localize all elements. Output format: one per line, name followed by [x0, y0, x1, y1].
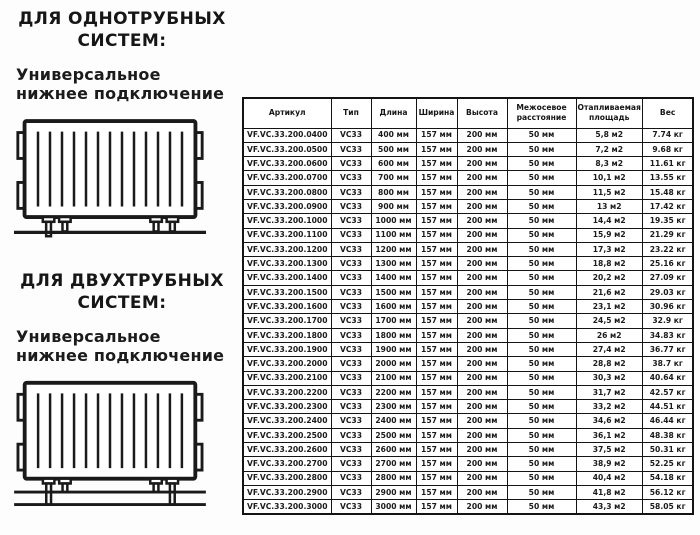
table-cell: 157 мм: [416, 500, 457, 514]
table-cell: 157 мм: [416, 171, 457, 185]
table-cell: 31,7 м2: [576, 385, 642, 399]
table-cell: 17.42 кг: [642, 199, 693, 213]
table-cell: VF.VC.33.200.1500: [243, 285, 331, 299]
table-cell: 7,2 м2: [576, 142, 642, 156]
table-row: [243, 314, 693, 328]
table-cell: 200 мм: [457, 471, 507, 485]
table-row: [243, 214, 693, 228]
table-cell: 8,3 м2: [576, 157, 642, 171]
table-cell: 157 мм: [416, 128, 457, 142]
table-cell: VC33: [331, 342, 371, 356]
table-row: [243, 171, 693, 185]
table-cell: 23.22 кг: [642, 242, 693, 256]
table-cell: 50 мм: [507, 485, 576, 499]
table-cell: 50 мм: [507, 371, 576, 385]
table-cell: VF.VC.33.200.3000: [243, 500, 331, 514]
table-cell: 400 мм: [371, 128, 416, 142]
table-cell: 37,5 м2: [576, 443, 642, 457]
table-cell: 157 мм: [416, 300, 457, 314]
subtitle-line-1: Универсальное: [16, 326, 161, 346]
table-cell: 157 мм: [416, 385, 457, 399]
table-cell: 27,4 м2: [576, 342, 642, 356]
table-cell: 200 мм: [457, 199, 507, 213]
table-cell: 157 мм: [416, 400, 457, 414]
table-header-row: [243, 98, 693, 128]
table-cell: 200 мм: [457, 285, 507, 299]
single-pipe-subtitle: [16, 65, 232, 104]
table-cell: 50 мм: [507, 128, 576, 142]
table-row: [243, 500, 693, 514]
table-cell: 50 мм: [507, 199, 576, 213]
two-pipe-title: [12, 270, 232, 315]
table-cell: 50 мм: [507, 414, 576, 428]
table-cell: VC33: [331, 357, 371, 371]
table-cell: VC33: [331, 443, 371, 457]
table-cell: 50 мм: [507, 357, 576, 371]
table-cell: 200 мм: [457, 457, 507, 471]
radiator-two-pipe-diagram: [14, 379, 206, 518]
table-cell: 2000 мм: [371, 357, 416, 371]
table-cell: 24,5 м2: [576, 314, 642, 328]
table-cell: 30.96 кг: [642, 300, 693, 314]
table-cell: 200 мм: [457, 357, 507, 371]
column-header: Отапливаемая площадь: [576, 98, 642, 128]
table-cell: 157 мм: [416, 271, 457, 285]
table-cell: 200 мм: [457, 400, 507, 414]
table-cell: 10,1 м2: [576, 171, 642, 185]
table-cell: 48.38 кг: [642, 428, 693, 442]
table-cell: 25.16 кг: [642, 257, 693, 271]
table-cell: 200 мм: [457, 485, 507, 499]
table-cell: VF.VC.33.200.1900: [243, 342, 331, 356]
table-cell: 26 м2: [576, 328, 642, 342]
table-cell: VC33: [331, 400, 371, 414]
table-cell: 157 мм: [416, 228, 457, 242]
table-cell: 2200 мм: [371, 385, 416, 399]
table-cell: 200 мм: [457, 328, 507, 342]
table-cell: 200 мм: [457, 228, 507, 242]
table-cell: 1500 мм: [371, 285, 416, 299]
table-cell: 2800 мм: [371, 471, 416, 485]
table-cell: 157 мм: [416, 357, 457, 371]
table-row: [243, 428, 693, 442]
table-cell: 200 мм: [457, 214, 507, 228]
table-cell: 32.9 кг: [642, 314, 693, 328]
table-cell: 50 мм: [507, 471, 576, 485]
table-cell: 157 мм: [416, 214, 457, 228]
table-cell: 58.05 кг: [642, 500, 693, 514]
table-row: [243, 285, 693, 299]
table-cell: VC33: [331, 471, 371, 485]
table-cell: 36.77 кг: [642, 342, 693, 356]
table-cell: 18,8 м2: [576, 257, 642, 271]
table-cell: 52.25 кг: [642, 457, 693, 471]
table-cell: VC33: [331, 328, 371, 342]
table-cell: VC33: [331, 157, 371, 171]
table-cell: 29.03 кг: [642, 285, 693, 299]
table-cell: VF.VC.33.200.0500: [243, 142, 331, 156]
table-cell: 44.51 кг: [642, 400, 693, 414]
table-cell: VF.VC.33.200.1100: [243, 228, 331, 242]
table-cell: 13.55 кг: [642, 171, 693, 185]
table-cell: 200 мм: [457, 500, 507, 514]
table-cell: VC33: [331, 500, 371, 514]
table-row: [243, 242, 693, 256]
table-row: [243, 485, 693, 499]
table-cell: 50 мм: [507, 328, 576, 342]
table-cell: 157 мм: [416, 471, 457, 485]
table-cell: VF.VC.33.200.2300: [243, 400, 331, 414]
table-cell: VC33: [331, 185, 371, 199]
table-cell: VF.VC.33.200.0400: [243, 128, 331, 142]
table-cell: 200 мм: [457, 185, 507, 199]
table-cell: 43,3 м2: [576, 500, 642, 514]
table-cell: VC33: [331, 428, 371, 442]
table-cell: 50 мм: [507, 400, 576, 414]
table-cell: 500 мм: [371, 142, 416, 156]
table-cell: 157 мм: [416, 328, 457, 342]
table-cell: VF.VC.33.200.0800: [243, 185, 331, 199]
table-cell: 200 мм: [457, 314, 507, 328]
table-cell: 1800 мм: [371, 328, 416, 342]
column-header: Вес: [642, 98, 693, 128]
table-cell: 200 мм: [457, 142, 507, 156]
table-cell: VF.VC.33.200.1600: [243, 300, 331, 314]
table-row: [243, 142, 693, 156]
table-cell: 11,5 м2: [576, 185, 642, 199]
table-cell: 20,2 м2: [576, 271, 642, 285]
subtitle-line-2: нижнее подключение: [16, 346, 225, 366]
table-cell: 1300 мм: [371, 257, 416, 271]
table-cell: 21,6 м2: [576, 285, 642, 299]
single-pipe-title: [12, 8, 232, 53]
table-row: [243, 257, 693, 271]
two-pipe-section: [12, 270, 232, 518]
table-row: [243, 400, 693, 414]
spec-table: [242, 97, 694, 515]
table-row: [243, 443, 693, 457]
table-cell: 1700 мм: [371, 314, 416, 328]
column-header: Артикул: [243, 98, 331, 128]
table-cell: 157 мм: [416, 314, 457, 328]
table-cell: 15,9 м2: [576, 228, 642, 242]
table-cell: VC33: [331, 199, 371, 213]
table-cell: VC33: [331, 385, 371, 399]
table-cell: VC33: [331, 128, 371, 142]
table-cell: VF.VC.33.200.1000: [243, 214, 331, 228]
table-cell: 42.57 кг: [642, 385, 693, 399]
table-cell: VF.VC.33.200.2000: [243, 357, 331, 371]
table-cell: 40.64 кг: [642, 371, 693, 385]
table-cell: 36,1 м2: [576, 428, 642, 442]
table-cell: VC33: [331, 242, 371, 256]
table-cell: VC33: [331, 271, 371, 285]
table-cell: 157 мм: [416, 142, 457, 156]
table-cell: 54.18 кг: [642, 471, 693, 485]
table-cell: 50 мм: [507, 300, 576, 314]
table-cell: VF.VC.33.200.0900: [243, 199, 331, 213]
column-header: Межосевое расстояние: [507, 98, 576, 128]
table-cell: 200 мм: [457, 242, 507, 256]
table-row: [243, 271, 693, 285]
table-cell: 15.48 кг: [642, 185, 693, 199]
table-cell: 46.44 кг: [642, 414, 693, 428]
table-cell: 157 мм: [416, 285, 457, 299]
spec-table-body: [243, 128, 693, 514]
table-cell: 50 мм: [507, 242, 576, 256]
table-row: [243, 371, 693, 385]
table-cell: 600 мм: [371, 157, 416, 171]
table-cell: 56.12 кг: [642, 485, 693, 499]
column-header: Тип: [331, 98, 371, 128]
table-row: [243, 157, 693, 171]
table-cell: VC33: [331, 371, 371, 385]
column-header: Ширина: [416, 98, 457, 128]
column-header: Высота: [457, 98, 507, 128]
table-cell: 2400 мм: [371, 414, 416, 428]
table-cell: VF.VC.33.200.1300: [243, 257, 331, 271]
table-cell: VF.VC.33.200.0600: [243, 157, 331, 171]
table-cell: 200 мм: [457, 271, 507, 285]
table-cell: 50 мм: [507, 500, 576, 514]
table-cell: 157 мм: [416, 414, 457, 428]
table-cell: 200 мм: [457, 257, 507, 271]
table-cell: 200 мм: [457, 443, 507, 457]
table-cell: 157 мм: [416, 428, 457, 442]
title-line-2: СИСТЕМ:: [77, 293, 167, 314]
table-cell: VF.VC.33.200.2900: [243, 485, 331, 499]
table-cell: VC33: [331, 257, 371, 271]
table-cell: 38,9 м2: [576, 457, 642, 471]
table-cell: 157 мм: [416, 457, 457, 471]
table-row: [243, 199, 693, 213]
column-header: Длина: [371, 98, 416, 128]
table-cell: 50 мм: [507, 142, 576, 156]
table-cell: VF.VC.33.200.1700: [243, 314, 331, 328]
single-pipe-section: [12, 8, 232, 246]
table-cell: 157 мм: [416, 443, 457, 457]
table-cell: 28,8 м2: [576, 357, 642, 371]
table-cell: VF.VC.33.200.2500: [243, 428, 331, 442]
subtitle-line-2: нижнее подключение: [16, 84, 225, 104]
table-cell: 1400 мм: [371, 271, 416, 285]
table-cell: 200 мм: [457, 428, 507, 442]
table-row: [243, 457, 693, 471]
table-cell: 34.83 кг: [642, 328, 693, 342]
table-cell: 50 мм: [507, 457, 576, 471]
table-cell: 50.31 кг: [642, 443, 693, 457]
table-cell: 50 мм: [507, 271, 576, 285]
table-cell: 157 мм: [416, 342, 457, 356]
table-cell: VF.VC.33.200.2800: [243, 471, 331, 485]
table-cell: 50 мм: [507, 285, 576, 299]
table-cell: VF.VC.33.200.2600: [243, 443, 331, 457]
table-cell: 50 мм: [507, 171, 576, 185]
table-cell: 157 мм: [416, 242, 457, 256]
table-cell: 23,1 м2: [576, 300, 642, 314]
connection-types-panel: [12, 0, 232, 535]
table-cell: 2900 мм: [371, 485, 416, 499]
table-cell: 50 мм: [507, 428, 576, 442]
table-cell: 900 мм: [371, 199, 416, 213]
table-cell: VC33: [331, 300, 371, 314]
table-cell: 3000 мм: [371, 500, 416, 514]
table-cell: 1200 мм: [371, 242, 416, 256]
table-cell: VF.VC.33.200.2100: [243, 371, 331, 385]
table-cell: 1000 мм: [371, 214, 416, 228]
table-cell: 157 мм: [416, 371, 457, 385]
table-cell: 5,8 м2: [576, 128, 642, 142]
table-row: [243, 228, 693, 242]
table-cell: 50 мм: [507, 257, 576, 271]
table-cell: 17,3 м2: [576, 242, 642, 256]
title-line-2: СИСТЕМ:: [77, 31, 167, 52]
table-cell: 50 мм: [507, 342, 576, 356]
table-cell: 50 мм: [507, 214, 576, 228]
table-cell: 2100 мм: [371, 371, 416, 385]
table-cell: 33,2 м2: [576, 400, 642, 414]
subtitle-line-1: Универсальное: [16, 64, 161, 84]
table-cell: 200 мм: [457, 414, 507, 428]
table-cell: VF.VC.33.200.1400: [243, 271, 331, 285]
table-cell: VC33: [331, 485, 371, 499]
title-line-1: ДЛЯ ОДНОТРУБНЫХ: [18, 9, 226, 29]
table-cell: 800 мм: [371, 185, 416, 199]
table-row: [243, 471, 693, 485]
table-cell: 38.7 кг: [642, 357, 693, 371]
table-cell: 9.68 кг: [642, 142, 693, 156]
table-row: [243, 128, 693, 142]
table-cell: 19.35 кг: [642, 214, 693, 228]
table-row: [243, 185, 693, 199]
table-cell: VC33: [331, 457, 371, 471]
table-cell: 200 мм: [457, 385, 507, 399]
table-cell: VF.VC.33.200.1200: [243, 242, 331, 256]
table-cell: 30,3 м2: [576, 371, 642, 385]
table-cell: 200 мм: [457, 300, 507, 314]
two-pipe-subtitle: [16, 327, 232, 366]
table-cell: 200 мм: [457, 171, 507, 185]
table-cell: 1100 мм: [371, 228, 416, 242]
table-cell: 2500 мм: [371, 428, 416, 442]
table-cell: 700 мм: [371, 171, 416, 185]
table-cell: VC33: [331, 171, 371, 185]
table-cell: 157 мм: [416, 257, 457, 271]
table-cell: 50 мм: [507, 228, 576, 242]
table-cell: 50 мм: [507, 314, 576, 328]
table-cell: 41,8 м2: [576, 485, 642, 499]
table-cell: 200 мм: [457, 157, 507, 171]
table-row: [243, 328, 693, 342]
table-cell: 13 м2: [576, 199, 642, 213]
table-row: [243, 300, 693, 314]
table-cell: VC33: [331, 214, 371, 228]
table-cell: VF.VC.33.200.2200: [243, 385, 331, 399]
table-cell: VC33: [331, 142, 371, 156]
table-cell: 34,6 м2: [576, 414, 642, 428]
table-cell: 50 мм: [507, 385, 576, 399]
table-cell: 1600 мм: [371, 300, 416, 314]
table-cell: 50 мм: [507, 185, 576, 199]
table-cell: VF.VC.33.200.2700: [243, 457, 331, 471]
table-cell: 14,4 м2: [576, 214, 642, 228]
table-cell: 2300 мм: [371, 400, 416, 414]
table-cell: VC33: [331, 314, 371, 328]
table-cell: 157 мм: [416, 199, 457, 213]
table-cell: 40,4 м2: [576, 471, 642, 485]
table-cell: VF.VC.33.200.2400: [243, 414, 331, 428]
table-cell: VC33: [331, 228, 371, 242]
table-cell: 50 мм: [507, 443, 576, 457]
table-cell: 21.29 кг: [642, 228, 693, 242]
radiator-single-pipe-diagram: [14, 117, 206, 246]
table-row: [243, 414, 693, 428]
table-cell: 7.74 кг: [642, 128, 693, 142]
table-cell: 2700 мм: [371, 457, 416, 471]
table-row: [243, 385, 693, 399]
table-row: [243, 357, 693, 371]
table-cell: VC33: [331, 285, 371, 299]
table-cell: VC33: [331, 414, 371, 428]
table-cell: 200 мм: [457, 371, 507, 385]
table-cell: 157 мм: [416, 485, 457, 499]
table-cell: 200 мм: [457, 128, 507, 142]
table-cell: 157 мм: [416, 185, 457, 199]
table-cell: 11.61 кг: [642, 157, 693, 171]
table-cell: VF.VC.33.200.0700: [243, 171, 331, 185]
table-cell: 2600 мм: [371, 443, 416, 457]
table-cell: 27.09 кг: [642, 271, 693, 285]
table-cell: 50 мм: [507, 157, 576, 171]
table-cell: 157 мм: [416, 157, 457, 171]
table-cell: VF.VC.33.200.1800: [243, 328, 331, 342]
table-cell: 1900 мм: [371, 342, 416, 356]
table-cell: 200 мм: [457, 342, 507, 356]
title-line-1: ДЛЯ ДВУХТРУБНЫХ: [20, 271, 224, 291]
table-row: [243, 342, 693, 356]
